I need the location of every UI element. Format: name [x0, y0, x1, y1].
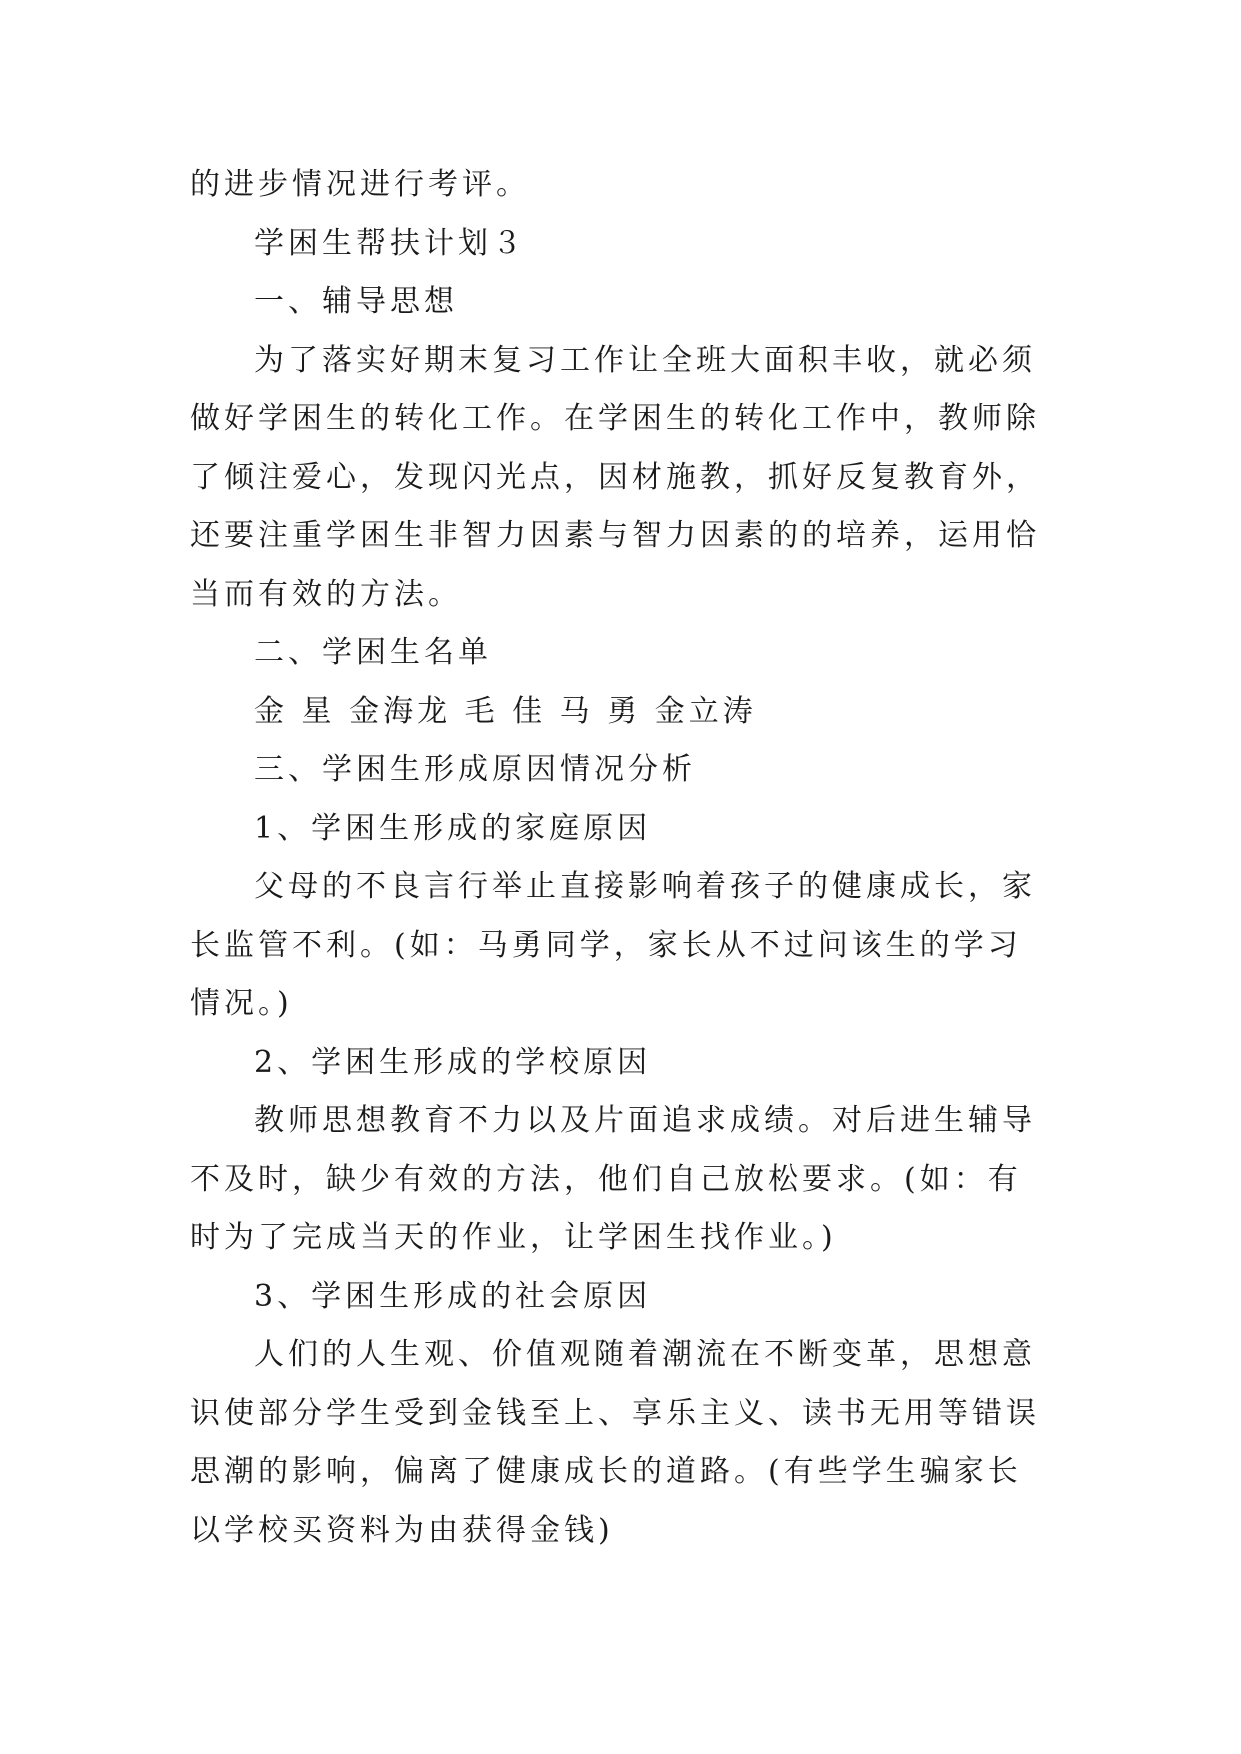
- heading-student-list: 二、学困生名单: [254, 635, 492, 670]
- heading-guidance-idea: 一、辅导思想: [254, 284, 458, 319]
- paragraph-school-causes: 教师思想教育不力以及片面追求成绩。对后进生辅导不及时，缺少有效的方法，他们自己放松要求。(如：有时为了完成当天的作业，让学困生找作业。): [190, 1103, 1036, 1255]
- section-title: 学困生帮扶计划３: [254, 225, 526, 261]
- paragraph-guidance-idea: 为了落实好期末复习工作让全班大面积丰收，就必须做好学困生的转化工作。在学困生的转化工作中，教师除了倾注爱心，发现闪光点，因材施教，抓好反复教育外，还要注重学困生非智力因素与智力因素的的培养，运用恰当而有效的方法。: [190, 342, 1040, 612]
- paragraph-family-causes: 父母的不良言行举止直接影响着孩子的健康成长，家长监管不利。(如：马勇同学，家长从不过问该生的学习情况。): [190, 869, 1036, 1021]
- subheading-family-causes: 1、学困生形成的家庭原因: [254, 810, 652, 846]
- heading-cause-analysis: 三、学困生形成原因情况分析: [254, 752, 696, 787]
- document-body: [190, 156, 1052, 1560]
- paragraph-social-causes: 人们的人生观、价值观随着潮流在不断变革，思想意识使部分学生受到金钱至上、享乐主义、读书无用等错误思潮的影响，偏离了健康成长的道路。(有些学生骗家长以学校买资料为由获得金钱): [190, 1337, 1040, 1548]
- paragraph-continuation: 的进步情况进行考评。: [190, 167, 530, 202]
- student-name-list: 金 星 金海龙 毛 佳 马 勇 金立涛: [254, 693, 757, 729]
- subheading-social-causes: 3、学困生形成的社会原因: [254, 1278, 652, 1314]
- subheading-school-causes: 2、学困生形成的学校原因: [254, 1044, 652, 1080]
